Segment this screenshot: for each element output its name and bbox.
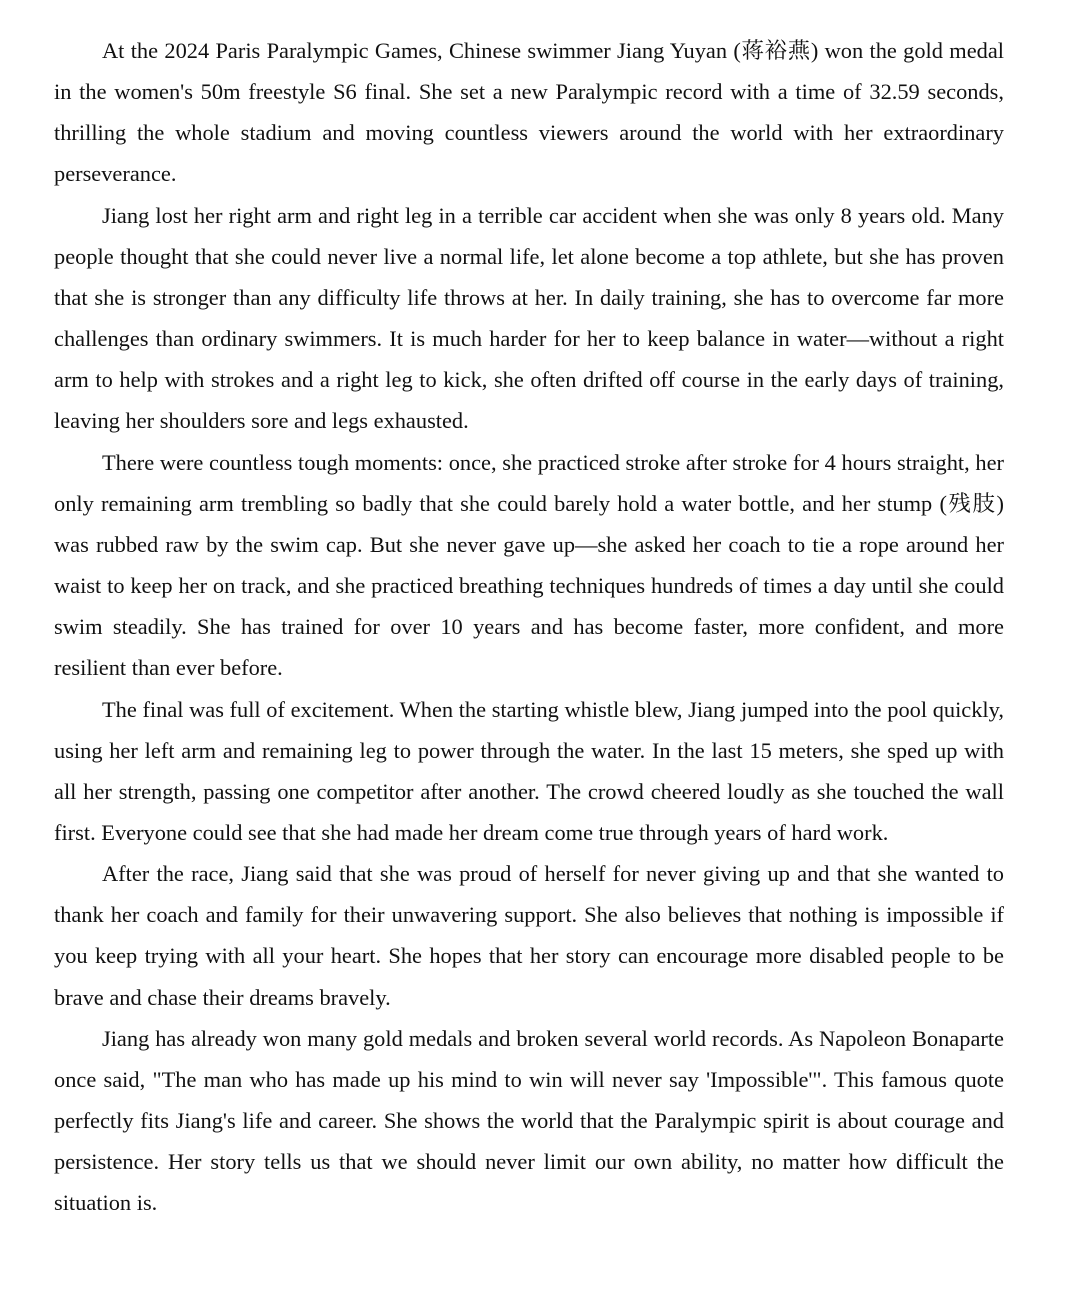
document-body xyxy=(54,30,1004,1224)
paragraph-6: Jiang has already won many gold medals and broken several world records. As Napoleon Bonaparte once said, "The man who has made up his mind to win will never say 'Impossible'". This famous quote perfectly fits Jiang's life and career. She shows the world that the Paralympic spirit is about courage and persistence. Her story tells us that we should never limit our own ability, no matter how difficult the situation is. xyxy=(54,1025,1004,1216)
paragraph-4: The final was full of excitement. When the starting whistle blew, Jiang jumped into the pool quickly, using her left arm and remaining leg to power through the water. In the last 15 meters, she sped up with all her strength, passing one competitor after another. The crowd cheered loudly as she touched the wall first. Everyone could see that she had made her dream come true through years of hard work. xyxy=(54,696,1004,845)
paragraph-2: Jiang lost her right arm and right leg in a terrible car accident when she was only 8 years old. Many people thought that she could never live a normal life, let alone become a top athlete, but she has proven that she is stronger than any difficulty life throws at her. In daily training, she has to overcome far more challenges than ordinary swimmers. It is much harder for her to keep balance in water—without a right arm to help with strokes and a right leg to kick, she often drifted off course in the early days of training, leaving her shoulders sore and legs exhausted. xyxy=(54,202,1004,434)
paragraph-5: After the race, Jiang said that she was proud of herself for never giving up and that she wanted to thank her coach and family for their unwavering support. She also believes that nothing is impossible if you keep trying with all your heart. She hopes that her story can encourage more disabled people to be brave and chase their dreams bravely. xyxy=(54,861,1004,1010)
paragraph-3: There were countless tough moments: once, she practiced stroke after stroke for 4 hours straight, her only remaining arm trembling so badly that she could barely hold a water bottle, and her stump (残肢) was rubbed raw by the swim cap. But she never gave up—she asked her coach to tie a rope around her waist to keep her on track, and she practiced breathing techniques hundreds of times a day until she could swim steadily. She has trained for over 10 years and has become faster, more confident, and more resilient than ever before. xyxy=(54,449,1004,681)
paragraph-1: At the 2024 Paris Paralympic Games, Chinese swimmer Jiang Yuyan (蒋裕燕) won the gold medal in the women's 50m freestyle S6 final. She set a new Paralympic record with a time of 32.59 seconds, thrilling the whole stadium and moving countless viewers around the world with her extraordinary perseverance. xyxy=(54,38,1004,187)
